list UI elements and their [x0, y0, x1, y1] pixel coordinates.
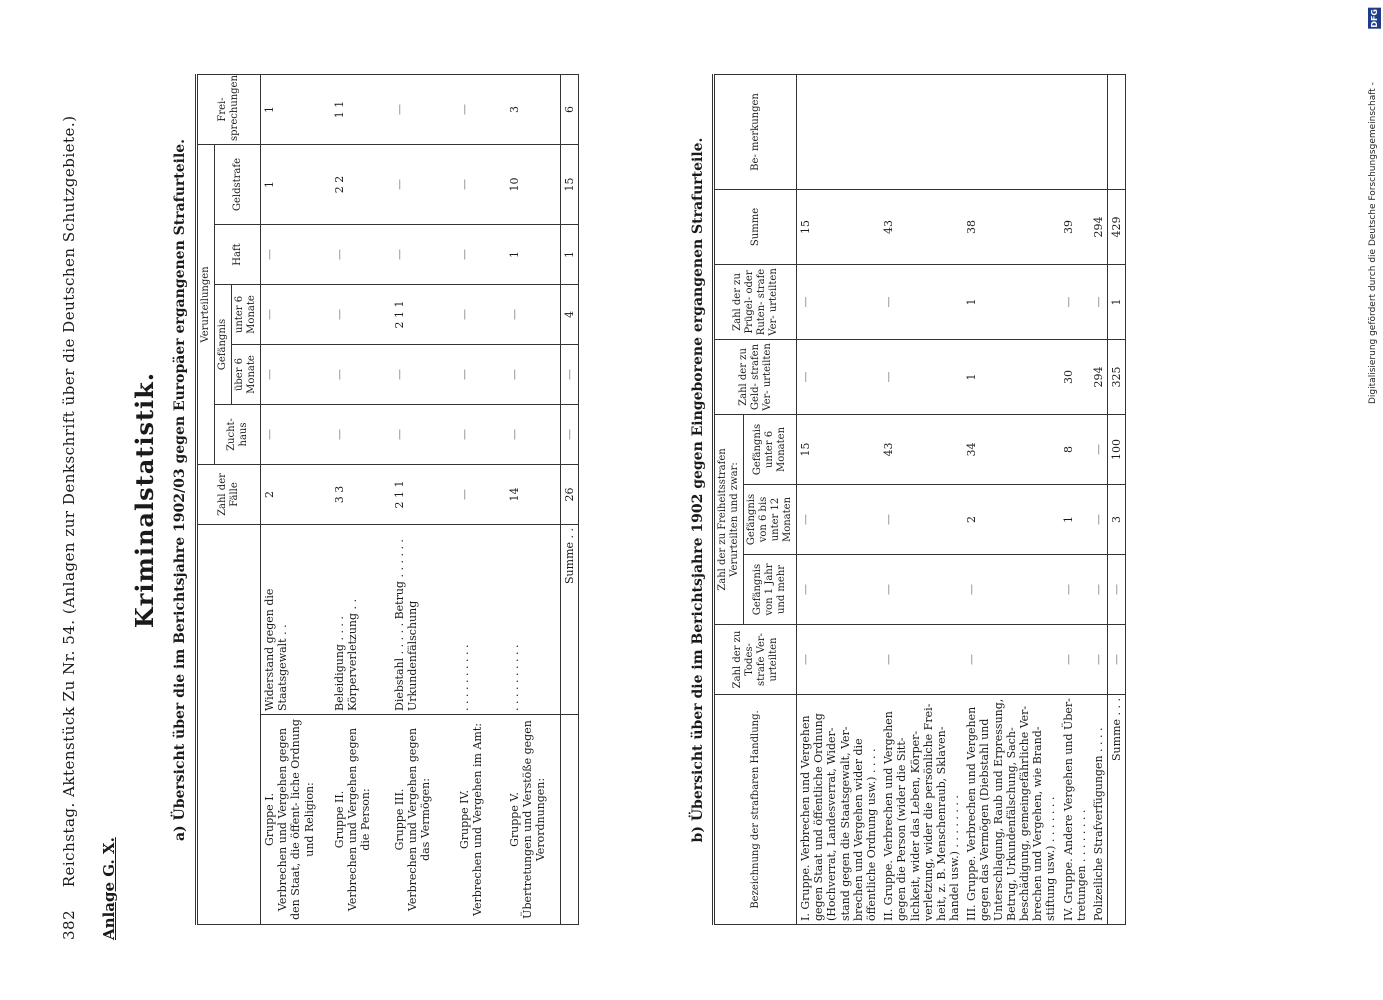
bemerkungen-cell: [963, 74, 1059, 189]
geld-cell: 10: [506, 145, 561, 225]
header-geldstrafen: Zahl der zu Geld- strafen Ver- urteilten: [714, 339, 797, 414]
frei-cell: —: [456, 75, 506, 145]
offense-cell: Diebstahl . . . . . Betrug . . . . . . Urkundenfälschung: [391, 525, 456, 715]
offense-description: Polizeiliche Strafverfügungen . . . .: [1090, 695, 1108, 925]
group-cell: [331, 715, 391, 925]
summe-cell: 38: [963, 189, 1059, 264]
g3-cell: 34: [963, 414, 1059, 484]
todes-cell: —: [797, 625, 881, 695]
header-geldstrafe: Geldstrafe: [215, 145, 261, 225]
offense-description: III. Gruppe. Verbrechen und Vergehen gegen das Vermögen (Diebstahl und Unterschlagung, Raub und Erpressung, Betrug, Urkundenfälschung, Sach- beschädigung, gemeingefährliche Ver- brechen und Vergehen, wie Brand- stiftung usw.) . . . . . . .: [963, 695, 1059, 925]
geld-cell: 294: [1090, 339, 1108, 414]
running-head: [60, 40, 78, 940]
haft-cell: —: [456, 225, 506, 285]
haft-cell: —: [261, 225, 331, 285]
group-description: Verbrechen und Vergehen im Amt:: [470, 723, 484, 916]
todes-cell: —: [963, 625, 1059, 695]
page-title: Kriminalstatistik.: [130, 371, 159, 629]
group-description: Verbrechen und Vergehen gegen das Vermögen:: [405, 727, 432, 912]
g3-cell: 43: [880, 414, 963, 484]
bemerkungen-cell: [1060, 74, 1090, 189]
sum-pruegel: 1: [1108, 264, 1126, 339]
group-description: Verbrechen und Vergehen gegen den Staat, die öffent- liche Ordnung und Religion:: [276, 719, 316, 920]
header-bemerkungen: Be- merkungen: [714, 74, 797, 189]
offense-description: IV. Gruppe. Andere Vergehen und Über- tretungen . . . . . . . .: [1060, 695, 1090, 925]
frei-cell: 1 1: [331, 75, 391, 145]
g3-cell: 15: [797, 414, 881, 484]
sum-faelle: 26: [561, 465, 579, 525]
g1-cell: —: [963, 555, 1059, 625]
g2-cell: 2: [963, 485, 1059, 555]
dfg-logo: DFG: [1370, 9, 1379, 28]
faelle-cell: 3 3: [331, 465, 391, 525]
zuchthaus-cell: —: [331, 405, 391, 465]
group-cell: [456, 715, 506, 925]
sum-geld: 325: [1108, 339, 1126, 414]
haft-cell: 1: [506, 225, 561, 285]
group-label: Gruppe II.: [332, 790, 346, 849]
offense-description: I. Gruppe. Verbrechen und Vergehen gegen Staat und öffentliche Ordnung (Hochverrat, Landesverrat, Wider- stand gegen die Staatsgewalt, Ver- brechen und Vergehen wider die öffentliche Ordnung usw.) . . . .: [797, 695, 881, 925]
pruegel-cell: —: [880, 264, 963, 339]
g1-cell: —: [880, 555, 963, 625]
todes-cell: —: [1060, 625, 1090, 695]
table-row: [506, 75, 561, 925]
group-cell: [506, 715, 561, 925]
faelle-cell: 2 1 1: [391, 465, 456, 525]
summe-cell: 15: [797, 189, 881, 264]
header-bezeichnung: Bezeichnung der strafbaren Handlung.: [714, 695, 797, 925]
header-zuchthaus: Zucht- haus: [215, 405, 261, 465]
header-todesstrafe: Zahl der zu Todes- strafe Ver- urteilten: [714, 625, 797, 695]
sum-blank: [561, 715, 579, 925]
geld-cell: —: [880, 339, 963, 414]
geld-cell: 1: [261, 145, 331, 225]
running-head-text: Reichstag. Aktenstück Zu Nr. 54. (Anlagen zur Denkschrift über die Deutschen Schutzgebiete.): [60, 115, 78, 888]
unter-cell: —: [456, 285, 506, 345]
group-description: Übertretungen und Verstöße gegen Verordnungen:: [520, 720, 547, 919]
sum-ueber: —: [561, 345, 579, 405]
summe-cell: 294: [1090, 189, 1108, 264]
table-europeans: [195, 74, 579, 925]
table-row: [1090, 74, 1108, 924]
summe-cell: 43: [880, 189, 963, 264]
faelle-cell: 2: [261, 465, 331, 525]
frei-cell: 1: [261, 75, 331, 145]
group-cell: [261, 715, 331, 925]
table-row: [797, 74, 881, 924]
geld-cell: 30: [1060, 339, 1090, 414]
section-a-caption: a) Übersicht über die im Berichtsjahre 1902/03 gegen Europäer ergangenen Strafurteile.: [172, 138, 188, 842]
group-description: Verbrechen und Vergehen gegen die Person:: [345, 727, 372, 912]
sum-g2: 3: [1108, 485, 1126, 555]
unter-cell: 2 1 1: [391, 285, 456, 345]
bemerkungen-cell: [1090, 74, 1108, 189]
header-zahl-der-faelle: Zahl der Fälle: [197, 465, 261, 525]
sum-row: [561, 75, 579, 925]
group-label: Gruppe IV.: [457, 789, 471, 850]
zuchthaus-cell: —: [456, 405, 506, 465]
summe-cell: 39: [1060, 189, 1090, 264]
header-freiheitsstrafen: Zahl der zu Freiheitsstrafen Verurteilten und zwar:: [714, 414, 744, 624]
sum-zuchthaus: —: [561, 405, 579, 465]
sum-row: [1108, 74, 1126, 924]
sum-geld: 15: [561, 145, 579, 225]
table-row: [456, 75, 506, 925]
g2-cell: —: [797, 485, 881, 555]
g1-cell: —: [1090, 555, 1108, 625]
sum-haft: 1: [561, 225, 579, 285]
table-row: [1060, 74, 1090, 924]
sum-g1: —: [1108, 555, 1126, 625]
header-gefaengnis-6-12: Gefängnis von 6 bis unter 12 Monaten: [744, 485, 797, 555]
pruegel-cell: —: [1090, 264, 1108, 339]
g2-cell: 1: [1060, 485, 1090, 555]
group-label: Gruppe V.: [507, 792, 521, 847]
group-label: Gruppe III.: [392, 788, 406, 851]
sum-summe: 429: [1108, 189, 1126, 264]
header-pruegelstrafe: Zahl der zu Prügel- oder Ruten- strafe Ver- urteilten: [714, 264, 797, 339]
sum-frei: 6: [561, 75, 579, 145]
header-freisprechungen: Frei- sprechungen: [197, 75, 261, 145]
g3-cell: 8: [1060, 414, 1090, 484]
frei-cell: —: [391, 75, 456, 145]
section-b-caption: b) Übersicht über die im Berichtsjahre 1902 gegen Eingeborene ergangenen Strafurteile.: [690, 137, 706, 843]
ueber-cell: —: [261, 345, 331, 405]
dfg-credit: Digitalisierung gefördert durch die Deutsche Forschungsgemeinschaft -: [1368, 82, 1378, 404]
header-haft: Haft: [215, 225, 261, 285]
ueber-cell: —: [456, 345, 506, 405]
geld-cell: 2 2: [331, 145, 391, 225]
unter-cell: —: [261, 285, 331, 345]
header-gefaengnis: Gefängnis: [215, 285, 232, 405]
offense-description: II. Gruppe. Verbrechen und Vergehen gegen die Person (wider die Sitt- lichkeit, wider das Leben, Körper- verletzung, wider die persönliche Frei- heit, z. B. Menschenraub, Sklaven- handel usw.) . . . . . . . .: [880, 695, 963, 925]
table-row: [261, 75, 331, 925]
table-natives: [712, 74, 1126, 925]
geld-cell: —: [456, 145, 506, 225]
g1-cell: —: [797, 555, 881, 625]
g2-cell: —: [880, 485, 963, 555]
ueber-cell: —: [331, 345, 391, 405]
sum-g3: 100: [1108, 414, 1126, 484]
geld-cell: 1: [963, 339, 1059, 414]
anlage-label: Anlage G. X.: [100, 837, 118, 940]
faelle-cell: —: [456, 465, 506, 525]
unter-cell: —: [331, 285, 391, 345]
sum-unter: 4: [561, 285, 579, 345]
header-ueber-6-monate: über 6 Monate: [232, 345, 261, 405]
table-row: [880, 74, 963, 924]
group-cell: [391, 715, 456, 925]
table-row: [331, 75, 391, 925]
header-summe: Summe: [714, 189, 797, 264]
bemerkungen-cell: [797, 74, 881, 189]
ueber-cell: —: [391, 345, 456, 405]
group-label: Gruppe I.: [263, 792, 276, 847]
sum-bemerkungen: [1108, 74, 1126, 189]
bemerkungen-cell: [880, 74, 963, 189]
todes-cell: —: [1090, 625, 1108, 695]
sum-label: Summe . . .: [1108, 695, 1126, 925]
table-row: [963, 74, 1059, 924]
header-blank: [197, 525, 261, 925]
zuchthaus-cell: —: [261, 405, 331, 465]
offense-cell: Beleidigung . . . . Körperverletzung . .: [331, 525, 391, 715]
pruegel-cell: —: [797, 264, 881, 339]
table-row: [391, 75, 456, 925]
pruegel-cell: 1: [963, 264, 1059, 339]
haft-cell: —: [331, 225, 391, 285]
zuchthaus-cell: —: [506, 405, 561, 465]
faelle-cell: 14: [506, 465, 561, 525]
geld-cell: —: [391, 145, 456, 225]
sum-todes: —: [1108, 625, 1126, 695]
geld-cell: —: [797, 339, 881, 414]
zuchthaus-cell: —: [391, 405, 456, 465]
g2-cell: —: [1090, 485, 1108, 555]
offense-cell: Widerstand gegen die Staatsgewalt . .: [261, 525, 331, 715]
sum-label: Summe . .: [561, 525, 579, 715]
offense-cell: . . . . . . . . . .: [456, 525, 506, 715]
pruegel-cell: —: [1060, 264, 1090, 339]
g1-cell: —: [1060, 555, 1090, 625]
header-gefaengnis-unter-6: Gefängnis unter 6 Monaten: [744, 414, 797, 484]
header-gefaengnis-1-jahr: Gefängnis von 1 Jahr und mehr: [744, 555, 797, 625]
todes-cell: —: [880, 625, 963, 695]
ueber-cell: —: [506, 345, 561, 405]
haft-cell: —: [391, 225, 456, 285]
frei-cell: 3: [506, 75, 561, 145]
header-unter-6-monate: unter 6 Monate: [232, 285, 261, 345]
g3-cell: —: [1090, 414, 1108, 484]
unter-cell: —: [506, 285, 561, 345]
offense-cell: . . . . . . . . . .: [506, 525, 561, 715]
page-number: 382: [60, 909, 78, 940]
header-verurteilungen: Verurteilungen: [197, 145, 215, 465]
